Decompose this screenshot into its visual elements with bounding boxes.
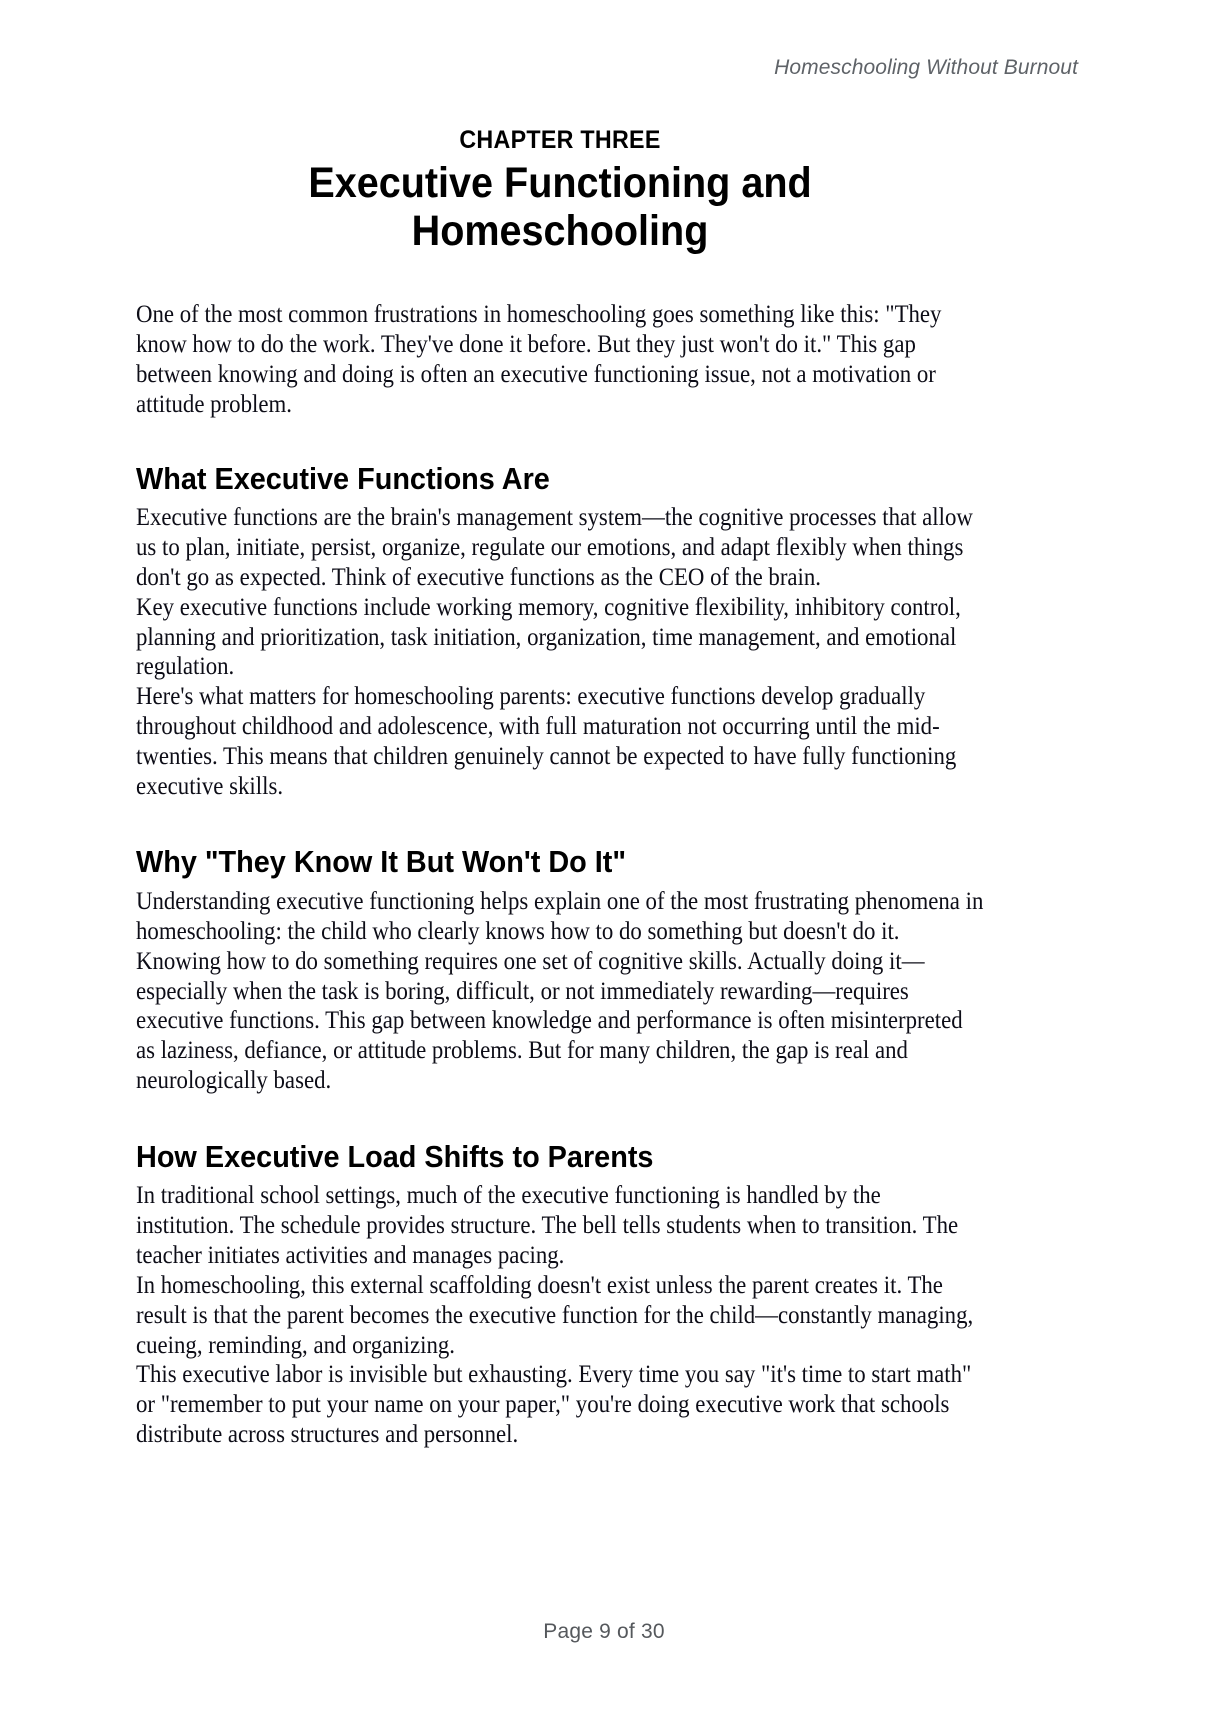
spacer — [136, 419, 984, 461]
section-heading: What Executive Functions Are — [136, 460, 550, 496]
section-why-they-know-it-but-wont-do-it — [136, 844, 984, 1094]
running-header: Homeschooling Without Burnout — [774, 56, 1078, 79]
section-paragraph: Executive functions are the brain's management system—the cognitive processes that allow us to plan, initiate, persist, organize, regulate our emotions, and adapt flexibly when things don't go as expected. Think of executive functions as the CEO of the brain. — [136, 502, 973, 591]
section-paragraph: In homeschooling, this external scaffolding doesn't exist unless the parent creates it. The result is that the parent becomes the executive function for the child—constantly managing, cueing, reminding, and organizing. — [136, 1269, 974, 1359]
intro-paragraph: One of the most common frustrations in homeschooling goes something like this: "They know how to do the work. They've done it before. But they just won't do it." This gap between knowing and doing is often an executive functioning issue, not a motivation or attitude problem. — [136, 299, 942, 418]
section-paragraph: Knowing how to do something requires one set of cognitive skills. Actually doing it—especially when the task is boring, difficult, or not immediately rewarding—requires executive functions. This gap between knowledge and performance is often misinterpreted as laziness, defiance, or attitude problems. But for many children, the gap is real and neurologically based. — [136, 945, 963, 1095]
page-content — [136, 126, 984, 1449]
chapter-label: CHAPTER THREE — [459, 126, 661, 154]
section-how-executive-load-shifts-to-parents — [136, 1139, 984, 1449]
section-paragraph: Here's what matters for homeschooling parents: executive functions develop gradually throughout childhood and adolescence, with full maturation not occurring until the mid-twenties. This means that children genuinely cannot be expected to have fully functioning executive skills. — [136, 681, 957, 800]
section-heading: How Executive Load Shifts to Parents — [136, 1138, 654, 1174]
section-paragraph: Key executive functions include working memory, cognitive flexibility, inhibitory control, planning and prioritization, task initiation, organization, time management, and emotional regulation. — [136, 591, 961, 681]
spacer — [136, 1095, 984, 1139]
page-footer: Page 9 of 30 — [543, 1620, 665, 1643]
section-what-executive-functions-are — [136, 461, 984, 801]
section-heading: Why "They Know It But Won't Do It" — [136, 844, 627, 880]
section-paragraph: In traditional school settings, much of the executive functioning is handled by the institution. The schedule provides structure. The bell tells students when to transition. The teacher initiates activities and manages pacing. — [136, 1180, 959, 1270]
spacer — [136, 800, 984, 844]
section-paragraph: Understanding executive functioning helps explain one of the most frustrating phenomena in homeschooling: the child who clearly knows how to do something but doesn't do it. — [136, 886, 984, 945]
page-title: Executive Functioning and Homeschooling — [308, 159, 812, 256]
section-paragraph: This executive labor is invisible but exhausting. Every time you say "it's time to start math" or "remember to put your name on your paper," you're doing executive work that schools distribute across structures and personnel. — [136, 1359, 972, 1449]
